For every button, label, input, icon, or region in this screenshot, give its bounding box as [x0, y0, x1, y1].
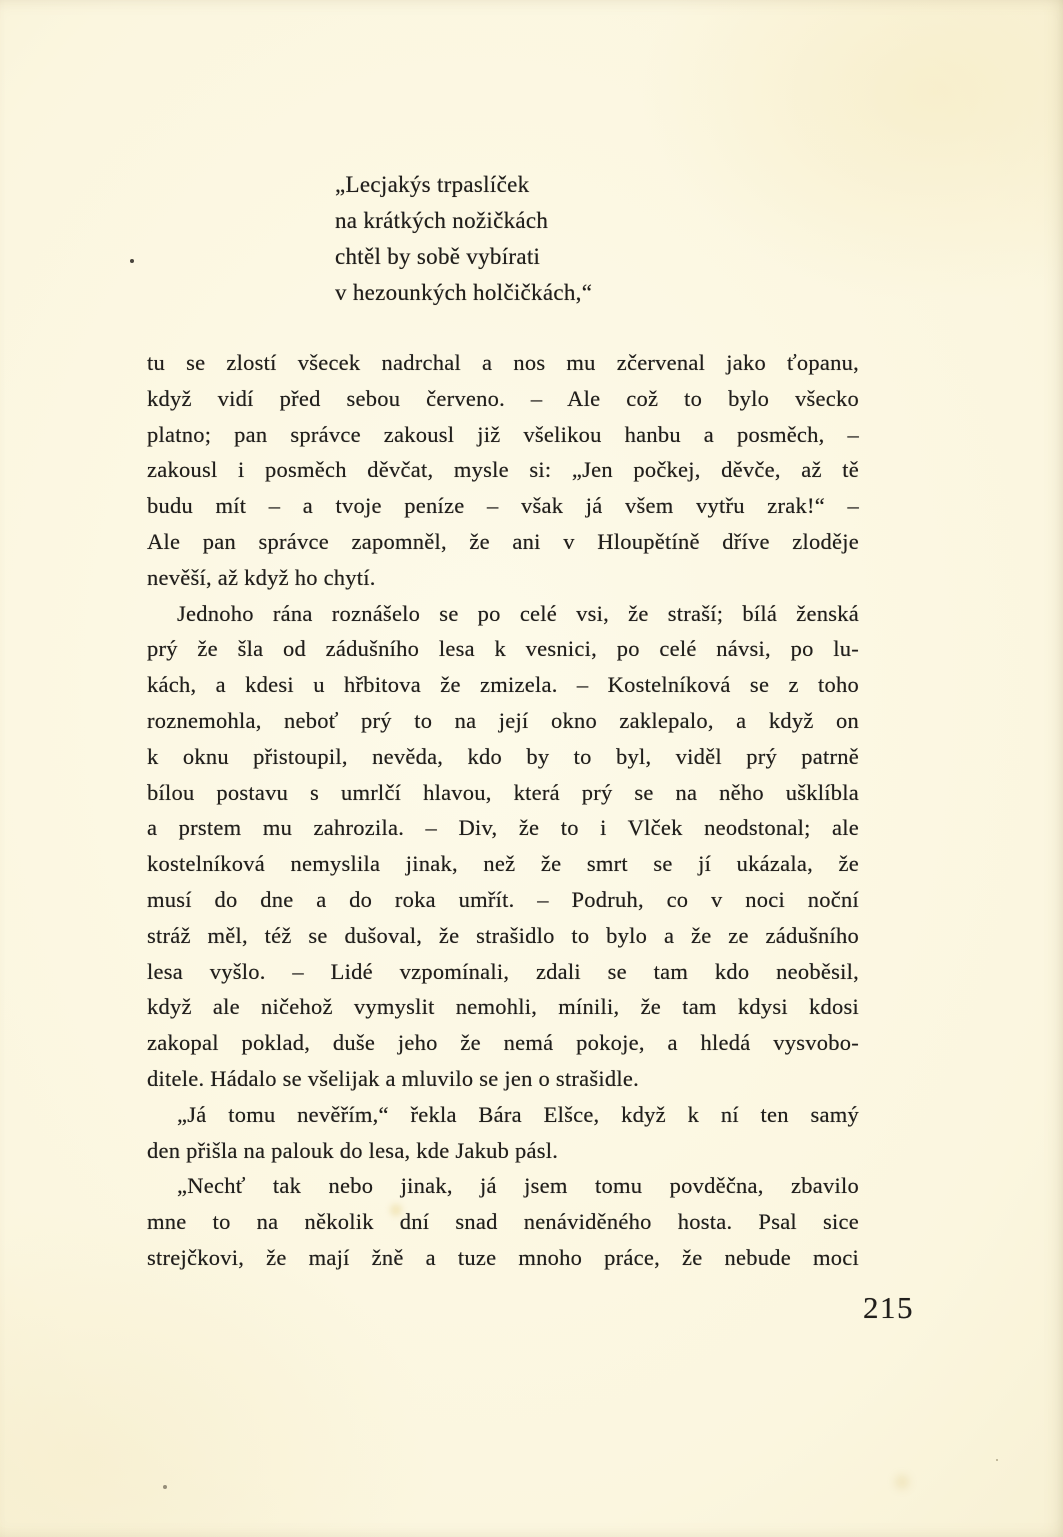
- text-line: ditele. Hádalo se všelijak a mluvilo se jen o strašidle.: [147, 1065, 640, 1091]
- verse-line: na krátkých nožičkách: [335, 208, 549, 233]
- text-line: den přišla na palouk do lesa, kde Jakub pásl.: [147, 1137, 559, 1163]
- text-line: prý že šla od zádušního lesa k vesnici, po celé návsi, po lu-: [147, 636, 859, 662]
- text-line: strejčkovi, že mají žně a tuze mnoho práce, že nebude moci: [147, 1244, 859, 1270]
- text-line: musí do dne a do roka umřít. – Podruh, co v noci noční: [147, 886, 859, 912]
- text-line: kách, a kdesi u hřbitova že zmizela. – Kostelníková se z toho: [147, 672, 859, 698]
- text-line: tu se zlostí všecek nadrchal a nos mu zčervenal jako ťopanu,: [147, 350, 859, 375]
- text-line: „Já tomu nevěřím,“ řekla Bára Elšce, když k ní ten samý: [177, 1101, 859, 1127]
- text-line: k oknu přistoupil, nevěda, kdo by to byl, viděl prý patrně: [147, 743, 859, 769]
- verse-line: v hezounkých holčičkách,“: [335, 280, 593, 305]
- text-line: kostelníková nemyslila jinak, než že smrt se jí ukázala, že: [147, 851, 859, 877]
- text-line: platno; pan správce zakousl již všelikou hanbu a posměch, –: [147, 421, 859, 447]
- text-line: mne to na několik dní snad nenáviděného hosta. Psal sice: [147, 1209, 859, 1235]
- text-line: lesa vyšlo. – Lidé vzpomínali, zdali se tam kdo neoběsil,: [147, 958, 859, 984]
- text-line: nevěší, až když ho chytí.: [147, 564, 376, 590]
- text-line: zakousl i posměch děvčat, mysle si: „Jen počkej, děvče, až tě: [147, 457, 859, 483]
- text-line: bílou postavu s umrlčí hlavou, která prý se na něho ušklíbla: [147, 779, 859, 805]
- text-line: „Nechť tak nebo jinak, já jsem tomu povděčna, zbavilo: [177, 1173, 859, 1199]
- body-text: [147, 345, 859, 1276]
- text-line: budu mít – a tvoje peníze – však já všem vytřu zrak!“ –: [147, 493, 859, 519]
- text-line: zakopal poklad, duše jeho že nemá pokoje, a hledá vysvobo-: [147, 1030, 859, 1056]
- page-number: 215: [863, 1290, 914, 1325]
- text-line: Ale pan správce zapomněl, že ani v Hloupětíně dříve zloděje: [147, 528, 859, 554]
- text-line: stráž měl, též se dušoval, že strašidlo to bylo a že ze zádušního: [147, 922, 859, 948]
- verse-line: „Lecjakýs trpaslíček: [335, 172, 530, 197]
- verse-block: [335, 167, 875, 311]
- verse-line: chtěl by sobě vybírati: [335, 244, 541, 269]
- text-line: roznemohla, neboť prý to na její okno zaklepalo, a když on: [147, 707, 859, 733]
- text-line: když ale ničehož vymyslit nemohli, mínili, že tam kdysi kdosi: [147, 994, 859, 1020]
- text-line: a prstem mu zahrozila. – Div, že to i Vlček neodstonal; ale: [147, 815, 859, 841]
- text-line: Jednoho rána roznášelo se po celé vsi, že straší; bílá ženská: [177, 600, 859, 626]
- text-line: když vidí před sebou červeno. – Ale což to bylo všecko: [147, 385, 859, 411]
